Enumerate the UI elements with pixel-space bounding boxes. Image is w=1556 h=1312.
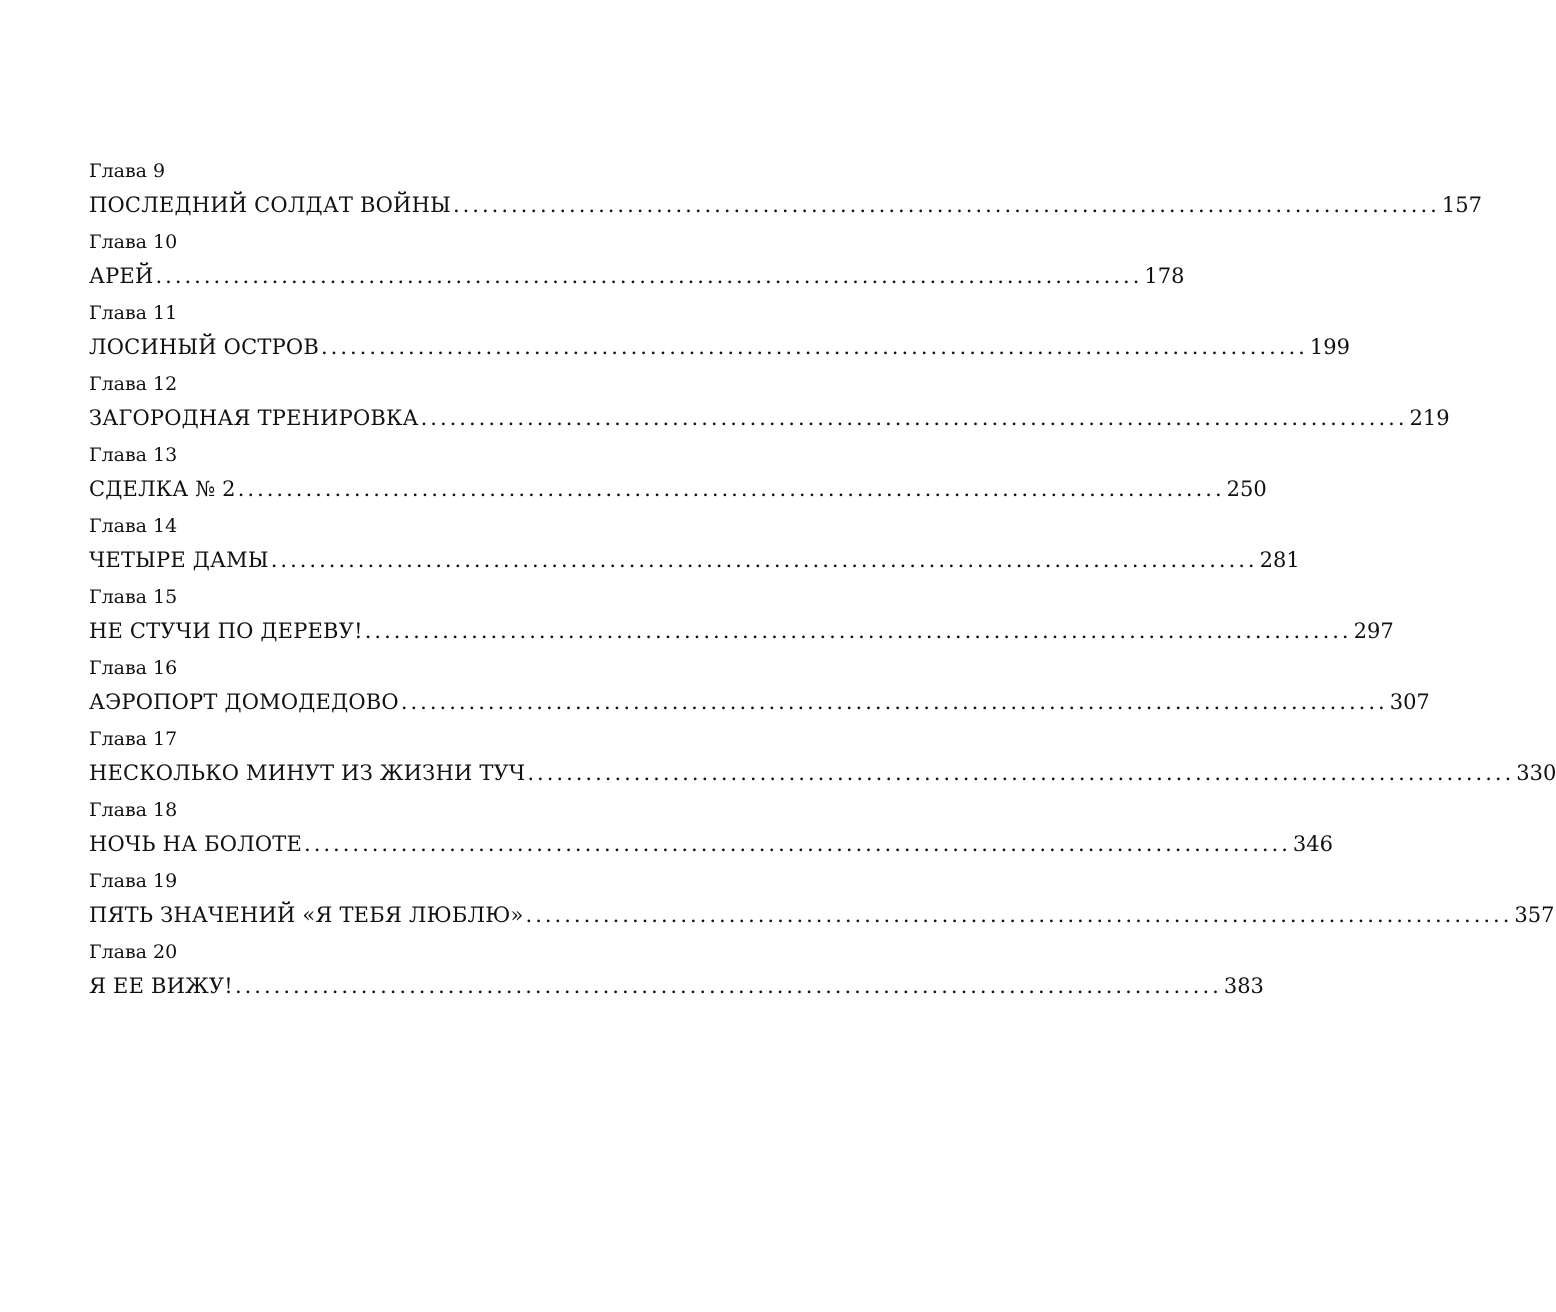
toc-title-line: [89, 545, 1300, 575]
toc-entry: [89, 512, 1300, 583]
toc-title-line: [89, 474, 1267, 504]
chapter-title: ЛОСИНЫЙ ОСТРОВ: [89, 335, 319, 359]
page-number: 297: [1353, 619, 1394, 643]
toc-entry: [89, 938, 1264, 1009]
toc-title-line: [89, 900, 1555, 930]
chapter-title: ЗАГОРОДНАЯ ТРЕНИРОВКА: [89, 406, 419, 430]
toc-title-line: [89, 261, 1185, 291]
chapter-label: Глава 12: [89, 373, 178, 395]
page-number: 307: [1389, 690, 1430, 714]
toc-title-line: [89, 616, 1394, 646]
chapter-title: АРЕЙ: [89, 264, 154, 288]
page-number: 199: [1309, 335, 1350, 359]
dot-leader: ......................................................................................................: [270, 548, 1258, 572]
toc-entry: [89, 796, 1333, 867]
toc-entry: [89, 299, 1350, 370]
toc-entry: [89, 441, 1267, 512]
toc-title-line: [89, 190, 1482, 220]
chapter-label: Глава 17: [89, 728, 178, 750]
chapter-label: Глава 14: [89, 515, 178, 537]
chapter-title: Я ЕЕ ВИЖУ!: [89, 974, 233, 998]
chapter-title: НЕ СТУЧИ ПО ДЕРЕВУ!: [89, 619, 363, 643]
page-number: 178: [1144, 264, 1185, 288]
chapter-title: НОЧЬ НА БОЛОТЕ: [89, 832, 303, 856]
dot-leader: ......................................................................................................: [304, 832, 1291, 856]
page-number: 281: [1259, 548, 1300, 572]
page-number: 357: [1514, 903, 1555, 927]
dot-leader: ......................................................................................................: [527, 761, 1515, 785]
toc-entry: [89, 583, 1394, 654]
toc-title-line: [89, 758, 1556, 788]
dot-leader: ......................................................................................................: [155, 264, 1143, 288]
toc-entry: [89, 370, 1450, 441]
dot-leader: ......................................................................................................: [237, 477, 1225, 501]
toc-entry: [89, 867, 1555, 938]
page-number: 250: [1226, 477, 1267, 501]
dot-leader: ......................................................................................................: [234, 974, 1222, 998]
chapter-label: Глава 20: [89, 941, 178, 963]
chapter-label: Глава 11: [89, 302, 178, 324]
chapter-title: АЭРОПОРТ ДОМОДЕДОВО: [89, 690, 399, 714]
chapter-title: СДЕЛКА № 2: [89, 477, 236, 501]
chapter-title: ПЯТЬ ЗНАЧЕНИЙ «Я ТЕБЯ ЛЮБЛЮ»: [89, 903, 524, 927]
dot-leader: ......................................................................................................: [525, 903, 1513, 927]
toc-entry: [89, 725, 1556, 796]
toc-entry: [89, 157, 1482, 228]
page-number: 383: [1223, 974, 1264, 998]
chapter-label: Глава 9: [89, 160, 166, 182]
chapter-title: ЧЕТЫРЕ ДАМЫ: [89, 548, 269, 572]
dot-leader: ......................................................................................................: [364, 619, 1352, 643]
dot-leader: ......................................................................................................: [452, 193, 1440, 217]
chapter-title: НЕСКОЛЬКО МИНУТ ИЗ ЖИЗНИ ТУЧ: [89, 761, 526, 785]
chapter-label: Глава 18: [89, 799, 178, 821]
chapter-label: Глава 19: [89, 870, 178, 892]
page-number: 157: [1441, 193, 1482, 217]
toc-title-line: [89, 829, 1333, 859]
toc-title-line: [89, 332, 1350, 362]
toc-entry: [89, 228, 1185, 299]
toc-title-line: [89, 403, 1450, 433]
chapter-label: Глава 15: [89, 586, 178, 608]
page-number: 346: [1292, 832, 1333, 856]
table-of-contents: [89, 157, 1556, 1009]
dot-leader: ......................................................................................................: [400, 690, 1388, 714]
chapter-label: Глава 13: [89, 444, 178, 466]
chapter-label: Глава 10: [89, 231, 178, 253]
toc-entry: [89, 654, 1430, 725]
chapter-title: ПОСЛЕДНИЙ СОЛДАТ ВОЙНЫ: [89, 193, 451, 217]
page-number: 330: [1516, 761, 1556, 785]
toc-title-line: [89, 971, 1264, 1001]
page-number: 219: [1409, 406, 1450, 430]
chapter-label: Глава 16: [89, 657, 178, 679]
dot-leader: ......................................................................................................: [320, 335, 1308, 359]
dot-leader: ......................................................................................................: [420, 406, 1408, 430]
toc-title-line: [89, 687, 1430, 717]
